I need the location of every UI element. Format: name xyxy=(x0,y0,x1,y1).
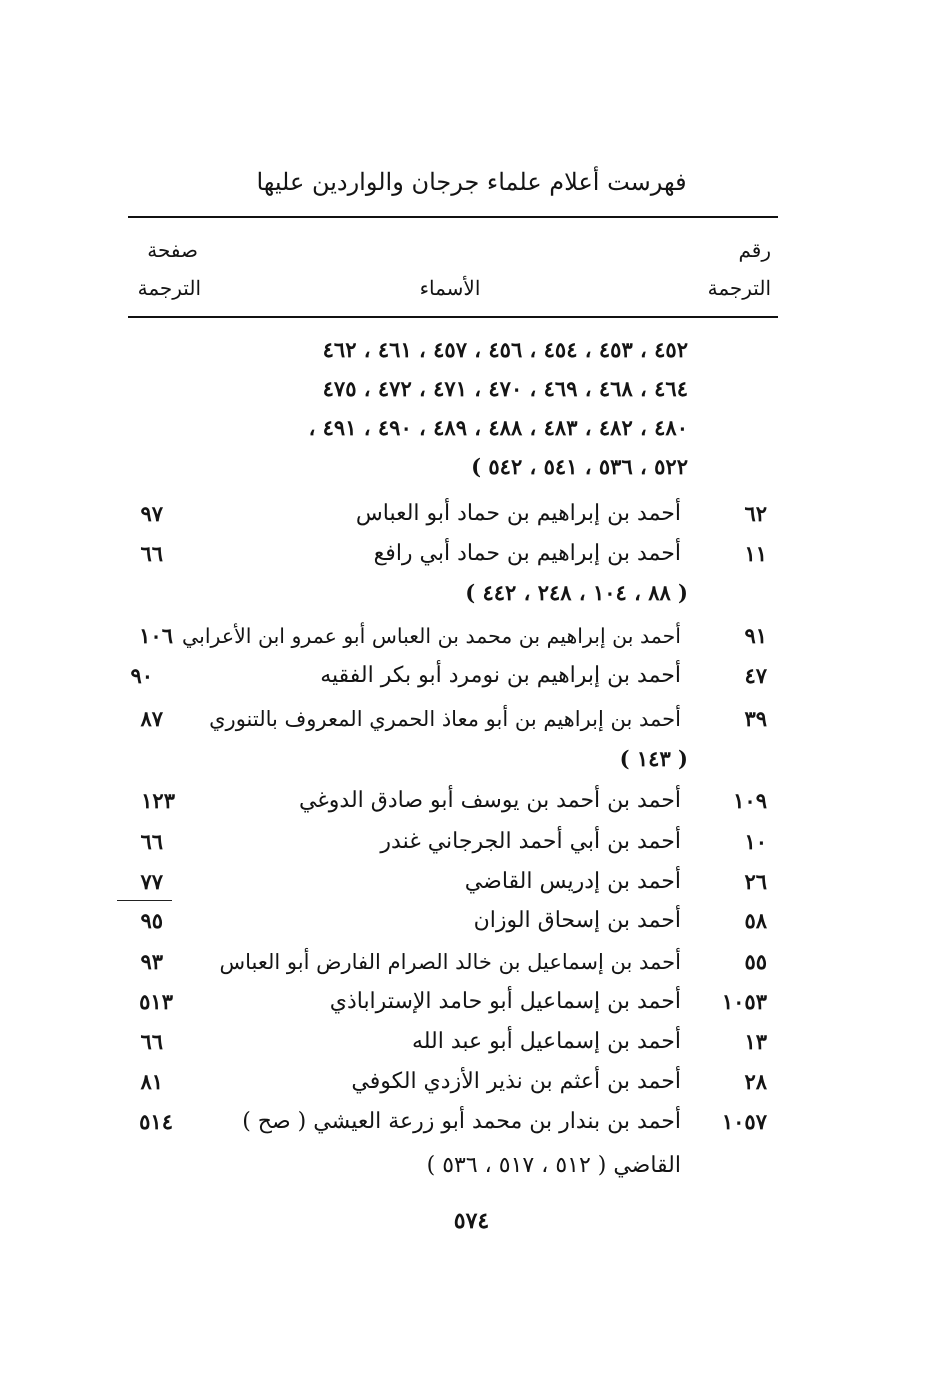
entry-name: أحمد بن إبراهيم بن حماد أبو العباس xyxy=(355,501,681,526)
entry-page: ٦٦ xyxy=(140,829,163,854)
entry-name: أحمد بن إسماعيل بن خالد الصرام الفارض أبو العباس xyxy=(219,950,681,974)
entry-page: ٥١٣ xyxy=(139,989,173,1014)
entry-name: أحمد بن إدريس القاضي xyxy=(464,869,681,894)
entry-number: ٣٩ xyxy=(744,706,767,731)
header-col-number-line2: الترجمة xyxy=(707,276,771,300)
continuation-line: ٥٢٢ ، ٥٣٦ ، ٥٤١ ، ٥٤٢ ) xyxy=(471,454,688,479)
entry-number: ١١ xyxy=(744,541,767,566)
entry-number: ١٠٩ xyxy=(733,788,767,813)
header-col-page-line2: الترجمة xyxy=(137,276,201,300)
entry-number: ٢٦ xyxy=(744,869,767,894)
entry-page: ١٢٣ xyxy=(141,788,175,813)
entry-number: ١٠٥٣ xyxy=(721,989,767,1014)
continuation-line: ٤٦٤ ، ٤٦٨ ، ٤٦٩ ، ٤٧٠ ، ٤٧١ ، ٤٧٢ ، ٤٧٥ xyxy=(322,376,688,401)
entry-name: أحمد بن إبراهيم بن محمد بن العباس أبو عمرو ابن الأعرابي xyxy=(182,624,681,648)
entry-extra: ( ١٤٣ ) xyxy=(619,746,688,771)
entry-page: ٩٠ xyxy=(130,663,153,688)
continuation-line: ٤٨٠ ، ٤٨٢ ، ٤٨٣ ، ٤٨٨ ، ٤٨٩ ، ٤٩٠ ، ٤٩١ ، xyxy=(308,415,688,440)
entry-extra: القاضي ( ٥١٢ ، ٥١٧ ، ٥٣٦ ) xyxy=(426,1153,681,1178)
entry-page: ٩٧ xyxy=(140,501,163,526)
entry-name: أحمد بن إسحاق الوزان xyxy=(473,908,681,933)
header-bottom-rule xyxy=(128,316,778,318)
entry-page: ٦٦ xyxy=(140,1029,163,1054)
entry-name: أحمد بن بندار بن محمد أبو زرعة العيشي ( صح ) xyxy=(242,1109,681,1134)
entry-number: ٦٢ xyxy=(744,501,767,526)
entry-extra: ( ٨٨ ، ١٠٤ ، ٢٤٨ ، ٤٤٢ ) xyxy=(465,580,688,605)
entry-number: ٥٨ xyxy=(744,908,767,933)
entry-number: ١٣ xyxy=(744,1029,767,1054)
entry-name: أحمد بن أحمد بن يوسف أبو صادق الدوغي xyxy=(298,788,681,813)
header-top-rule xyxy=(128,216,778,218)
entry-page: ٩٥ xyxy=(140,908,163,933)
entry-name: أحمد بن إبراهيم بن نومرد أبو بكر الفقيه xyxy=(320,663,681,688)
entry-page: ٨٧ xyxy=(140,706,163,731)
handwritten-underline xyxy=(117,900,172,901)
entry-page: ٥١٤ xyxy=(139,1109,173,1134)
entry-name: أحمد بن أعثم بن نذير الأزدي الكوفي xyxy=(351,1069,681,1094)
entry-number: ٢٨ xyxy=(744,1069,767,1094)
entry-number: ٥٥ xyxy=(744,949,767,974)
entry-name: أحمد بن إبراهيم بن حماد أبي رافع xyxy=(373,541,681,566)
entry-page: ١٠٦ xyxy=(139,623,173,648)
entry-name: أحمد بن أبي أحمد الجرجاني غندر xyxy=(380,829,681,854)
header-col-page-line1: صفحة xyxy=(147,238,198,262)
entry-page: ٨١ xyxy=(140,1069,163,1094)
entry-number: ١٠ xyxy=(744,829,767,854)
entry-name: أحمد بن إبراهيم بن أبو معاذ الحمري المعروف بالتنوري xyxy=(209,707,681,731)
entry-name: أحمد بن إسماعيل أبو حامد الإستراباذي xyxy=(329,989,681,1014)
entry-page: ٩٣ xyxy=(140,949,163,974)
entry-number: ٤٧ xyxy=(744,663,767,688)
continuation-line: ٤٥٢ ، ٤٥٣ ، ٤٥٤ ، ٤٥٦ ، ٤٥٧ ، ٤٦١ ، ٤٦٢ xyxy=(322,337,688,362)
entry-number: ١٠٥٧ xyxy=(721,1109,767,1134)
entry-page: ٧٧ xyxy=(140,869,163,894)
entry-page: ٦٦ xyxy=(140,541,163,566)
header-col-names: الأسماء xyxy=(419,276,481,300)
entry-name: أحمد بن إسماعيل أبو عبد الله xyxy=(411,1029,681,1054)
page-title: فهرست أعلام علماء جرجان والواردين عليها xyxy=(256,168,687,196)
page-number: ٥٧٤ xyxy=(453,1208,490,1234)
entry-number: ٩١ xyxy=(744,623,767,648)
header-col-number-line1: رقم xyxy=(738,238,771,262)
